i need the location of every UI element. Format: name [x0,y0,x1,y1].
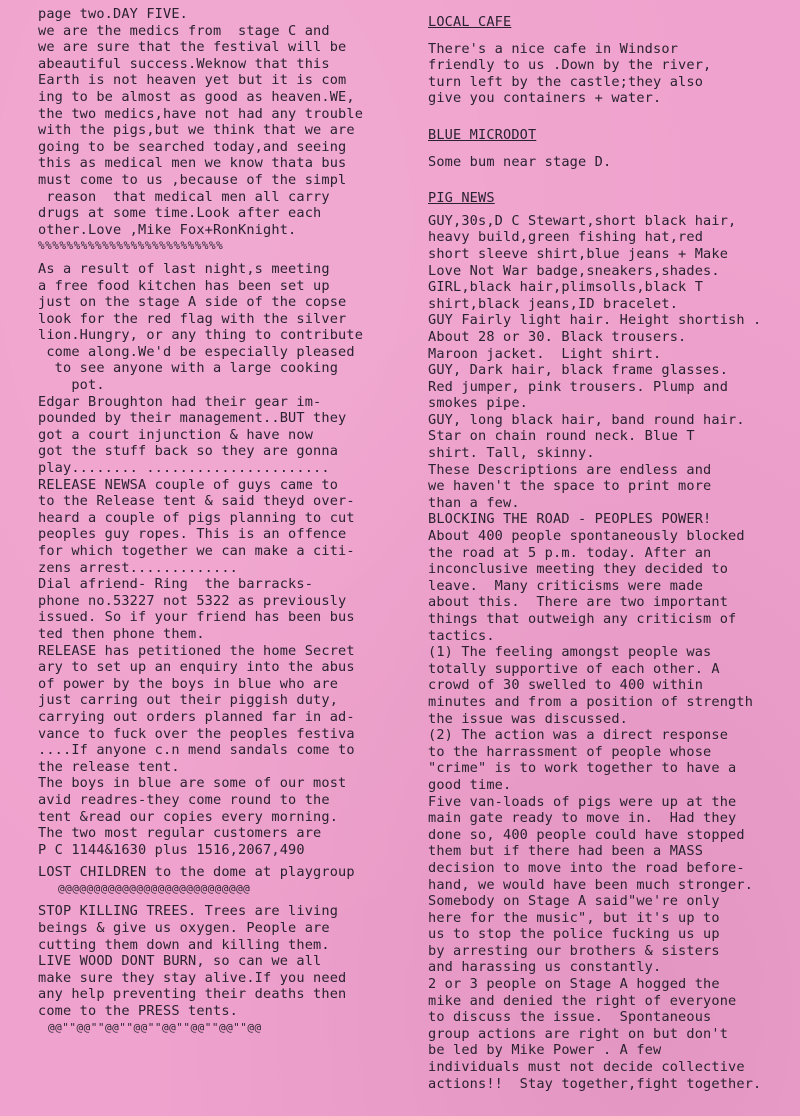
pig-news-line: Love Not War badge,sneakers,shades. [428,262,720,279]
quote-divider: @@""@@""@@""@@""@@""@@""@@""@@ [48,1020,262,1034]
release-news-line: for which together we can make a citi- [38,543,355,559]
edgar-line: Edgar Broughton had their gear im- [38,393,322,410]
pig-news-line: good time. [428,776,512,793]
pig-news-line: than a few. [428,494,520,511]
percent-divider: %%%%%%%%%%%%%%%%%%%%%%%%%% [38,239,224,253]
food-kitchen-line: to see anyone with a large cooking [38,360,339,377]
trees-line: STOP KILLING TREES. Trees are living [38,903,339,920]
pig-news-line: shirt. Tall, skinny. [428,445,595,462]
pig-news-line: inconclusive meeting they decided to [428,561,729,578]
pig-news-line: them but if there had been a MASS [428,843,704,860]
microdot-line: Some bum near stage D. [428,153,612,170]
pig-news-line: and harassing us constantly. [428,959,662,976]
edgar-line: got the stuff back so they are gonna [38,443,339,460]
medics-line: ing to be almost as good as heaven.WE, [38,88,355,105]
pig-news-line: smokes pipe. [428,395,529,412]
edgar-line: pounded by their management..BUT they [38,410,347,427]
pig-news-line: Red jumper, pink trousers. Plump and [428,378,729,395]
release-news-line: RELEASE NEWSA couple of guys came to [38,476,339,493]
dial-line: ted then phone them. [38,625,205,642]
release-news-line: zens arrest............. [38,559,239,576]
pig-news-line: These Descriptions are endless and [428,461,712,478]
medics-line: going to be searched today,and seeing [38,138,347,155]
petition-line: of power by the boys in blue who are [38,675,339,692]
pig-news-line: we haven't the space to print more [428,478,712,495]
pig-news-line: GUY, Dark hair, black frame glasses. [428,362,729,379]
cafe-line: There's a nice cafe in Windsor [428,40,679,57]
cafe-line: give you containers + water. [428,90,662,107]
food-kitchen-line: As a result of last night,s meeting [38,260,330,277]
medics-line: with the pigs,but we think that we are [38,122,355,139]
pig-news-line: (1) The feeling amongst people was [428,644,712,661]
pig-news-line: leave. Many criticisms were made [428,577,704,594]
pig-news-line: things that outweigh any criticism of [428,611,737,627]
cafe-heading: LOCAL CAFE [428,14,512,30]
pig-news-line: GUY, long black hair, band round hair. [428,411,745,428]
pig-news-line: here for the music", but it's up to [428,909,720,926]
cafe-line: friendly to us .Down by the river, [428,57,712,74]
petition-line: just carring out their piggish duty, [38,692,339,709]
medics-line: we are sure that the festival will be [38,39,347,56]
pig-news-line: hand, we would have been much stronger. [428,876,754,893]
pig-news-line: tactics. [428,627,495,644]
pig-news-line: totally supportive of each other. A [428,660,720,677]
pig-news-line: done so, 400 people could have stopped [428,826,745,843]
pig-news-line: to discuss the issue. Spontaneous [428,1009,712,1026]
dial-line: issued. So if your friend has been bus [38,609,355,626]
pig-news-line: individuals must not decide collective [428,1059,745,1076]
pig-news-line: the road at 5 p.m. today. After an [428,544,712,561]
boys-in-blue-line: tent &read our copies every morning. [38,808,339,825]
medics-line: this as medical men we know thata bus [38,155,347,172]
pig-news-line: crowd of 30 swelled to 400 within [428,677,704,694]
pig-news-line: Maroon jacket. Light shirt. [428,345,662,362]
petition-line: ....If anyone c.n mend sandals come to [38,742,355,759]
trees-line: any help preventing their deaths then [38,986,347,1003]
trees-line: cutting them down and killing them. [38,936,330,953]
lost-children-line: LOST CHILDREN to the dome at playgroup [38,864,355,881]
food-kitchen-line: come along.We'd be especially pleased [38,343,355,360]
at-sign-divider: @@@@@@@@@@@@@@@@@@@@@@@@@@@ [58,881,251,895]
pig-news-line: be led by Mike Power . A few [428,1042,662,1059]
food-kitchen-line: lion.Hungry, or any thing to contribute [38,327,364,344]
pig-news-line: Star on chain round neck. Blue T [428,428,695,445]
medics-line: must come to us ,because of the simpl [38,171,347,188]
trees-line: LIVE WOOD DONT BURN, so can we all [38,953,322,970]
boys-in-blue-line: The two most regular customers are [38,825,322,842]
food-kitchen-line: just on the stage A side of the copse [38,294,347,311]
trees-line: make sure they stay alive.If you need [38,969,347,986]
pig-news-line: the issue was discussed. [428,710,629,727]
medics-line: the two medics,have not had any trouble [38,105,364,122]
pig-news-line: shirt,black jeans,ID bracelet. [428,295,679,312]
food-kitchen-line: a free food kitchen has been set up [38,277,330,294]
pig-news-line: About 28 or 30. Black trousers. [428,328,687,345]
medics-line: drugs at some time.Look after each [38,205,322,222]
cafe-line: turn left by the castle;they also [428,73,704,90]
pig-news-line: us to stop the police fucking us up [428,926,720,943]
boys-in-blue-line: avid readres-they come round to the [38,791,330,808]
release-news-line: heard a couple of pigs planning to cut [38,509,355,526]
pig-news-line: heavy build,green fishing hat,red [428,229,704,246]
boys-in-blue-line: The boys in blue are some of our most [38,775,347,792]
medics-line: reason that medical men all carry [38,188,330,205]
dial-line: Dial afriend- Ring the barracks- [38,576,314,593]
pig-news-line: (2) The action was a direct response [428,727,729,744]
medics-signature: other.Love ,Mike Fox+RonKnight. [38,221,297,238]
pig-news-line: GIRL,black hair,plimsolls,black T [428,279,704,296]
pig-news-line: to the harrassment of people whose [428,743,712,760]
boys-in-blue-line: P C 1144&1630 plus 1516,2067,490 [38,841,305,858]
pig-news-line: by arresting our brothers & sisters [428,942,720,959]
pig-news-body [428,213,794,1092]
right-column [428,14,794,1092]
medics-line: abeautiful success.Weknow that this [38,55,330,72]
petition-line: vance to fuck over the peoples festiva [38,725,355,742]
release-news-line: to the Release tent & said theyd over- [38,493,355,510]
food-kitchen-line: look for the red flag with the silver [38,310,347,327]
pig-news-line: minutes and from a position of strength [428,693,754,710]
trees-line: come to the PRESS tents. [38,1003,239,1020]
pig-news-line: 2 or 3 people on Stage A hogged the [428,976,720,993]
release-news-line: peoples guy ropes. This is an offence [38,526,347,543]
pig-news-line: about this. There are two important [428,594,729,611]
pig-news-line: mike and denied the right of everyone [428,992,737,1009]
microdot-heading: BLUE MICRODOT [428,126,537,143]
pig-news-line: decision to move into the road before- [428,859,745,876]
pig-news-line: GUY Fairly light hair. Height shortish . [428,312,762,329]
edgar-line: play........ ...................... [38,460,330,477]
pig-news-line: actions!! Stay together,fight together. [428,1075,762,1092]
pig-news-line: About 400 people spontaneously blocked [428,528,745,545]
pig-news-line: group actions are right on but don't [428,1025,729,1042]
petition-line: the release tent. [38,758,180,775]
trees-line: beings & give us oxygen. People are [38,920,330,937]
edgar-line: got a court injunction & have now [38,426,314,443]
pig-news-heading: PIG NEWS [428,190,495,207]
dial-line: phone no.53227 not 5322 as previously [38,592,347,609]
left-column [38,6,390,1036]
pig-news-line: main gate ready to move in. Had they [428,810,737,827]
pig-news-line: BLOCKING THE ROAD - PEOPLES POWER! [428,511,712,528]
page-header-line: page two.DAY FIVE. [38,6,189,22]
petition-line: carrying out orders planned far in ad- [38,708,355,725]
petition-line: ary to set up an enquiry into the abus [38,659,355,676]
medics-line: Earth is not heaven yet but it is com [38,72,347,89]
pig-news-line: Somebody on Stage A said"we're only [428,893,720,910]
petition-line: RELEASE has petitioned the home Secret [38,642,355,659]
medics-line: we are the medics from stage C and [38,22,330,39]
food-kitchen-line: pot. [38,377,105,394]
pig-news-line: "crime" is to work together to have a [428,760,737,777]
pig-news-line: Five van-loads of pigs were up at the [428,793,737,810]
pig-news-line: short sleeve shirt,blue jeans + Make [428,245,729,262]
pig-news-line: GUY,30s,D C Stewart,short black hair, [428,212,737,229]
